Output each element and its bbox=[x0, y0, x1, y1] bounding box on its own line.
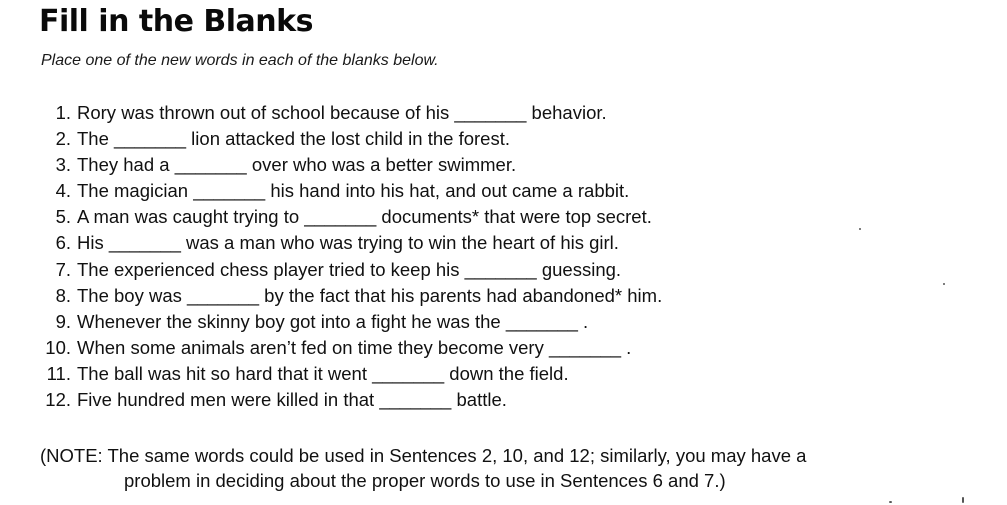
scan-speck bbox=[859, 228, 861, 230]
note-paragraph bbox=[40, 443, 806, 493]
instructions-text: Place one of the new words in each of the blanks below. bbox=[41, 52, 439, 69]
sentence-number: 10. bbox=[45, 336, 71, 358]
sentence-item-3 bbox=[0, 152, 662, 178]
sentence-number: 5. bbox=[55, 206, 71, 228]
sentence-item-9 bbox=[0, 309, 662, 335]
sentence-text: His _______ was a man who was trying to win the heart of his girl. bbox=[77, 232, 619, 254]
sentence-list bbox=[0, 100, 662, 413]
sentence-text: Whenever the skinny boy got into a fight he was the _______ . bbox=[77, 310, 589, 332]
note-line-2: problem in deciding about the proper words to use in Sentences 6 and 7.) bbox=[124, 470, 726, 491]
sentence-item-4 bbox=[0, 178, 662, 204]
sentence-item-5 bbox=[0, 204, 662, 230]
sentence-item-12 bbox=[0, 387, 662, 413]
sentence-number: 3. bbox=[55, 154, 71, 176]
scan-speck bbox=[889, 501, 892, 503]
sentence-item-8 bbox=[0, 283, 662, 309]
sentence-item-1 bbox=[0, 100, 662, 126]
note-line-1: (NOTE: The same words could be used in Sentences 2, 10, and 12; similarly, you may have a bbox=[40, 445, 807, 466]
sentence-item-11 bbox=[0, 361, 662, 387]
sentence-number: 11. bbox=[46, 362, 71, 384]
sentence-number: 9. bbox=[55, 310, 71, 332]
sentence-number: 12. bbox=[45, 389, 71, 411]
sentence-text: Five hundred men were killed in that _______ battle. bbox=[77, 389, 507, 411]
sentence-number: 1. bbox=[55, 102, 71, 123]
sentence-text: The _______ lion attacked the lost child in the forest. bbox=[77, 128, 510, 150]
scan-speck bbox=[962, 497, 964, 503]
sentence-item-7 bbox=[0, 257, 662, 283]
sentence-item-6 bbox=[0, 230, 662, 256]
sentence-text: They had a _______ over who was a better swimmer. bbox=[77, 154, 517, 176]
sentence-item-10 bbox=[0, 335, 662, 361]
sentence-number: 4. bbox=[55, 180, 71, 202]
page-title: Fill in the Blanks bbox=[39, 4, 313, 39]
sentence-number: 2. bbox=[55, 128, 71, 150]
sentence-number: 7. bbox=[55, 258, 71, 280]
sentence-text: The ball was hit so hard that it went _______ down the field. bbox=[77, 362, 569, 384]
sentence-text: The boy was _______ by the fact that his parents had abandoned* him. bbox=[77, 284, 663, 306]
sentence-item-2 bbox=[0, 126, 662, 152]
sentence-number: 6. bbox=[55, 232, 71, 254]
sentence-text: When some animals aren’t fed on time they become very _______ . bbox=[77, 336, 632, 358]
sentence-text: Rory was thrown out of school because of his _______ behavior. bbox=[77, 102, 607, 123]
sentence-number: 8. bbox=[55, 284, 71, 306]
sentence-text: The experienced chess player tried to keep his _______ guessing. bbox=[77, 258, 622, 280]
sentence-text: The magician _______ his hand into his hat, and out came a rabbit. bbox=[77, 180, 630, 202]
scan-speck bbox=[943, 283, 945, 285]
sentence-text: A man was caught trying to _______ documents* that were top secret. bbox=[77, 206, 652, 228]
